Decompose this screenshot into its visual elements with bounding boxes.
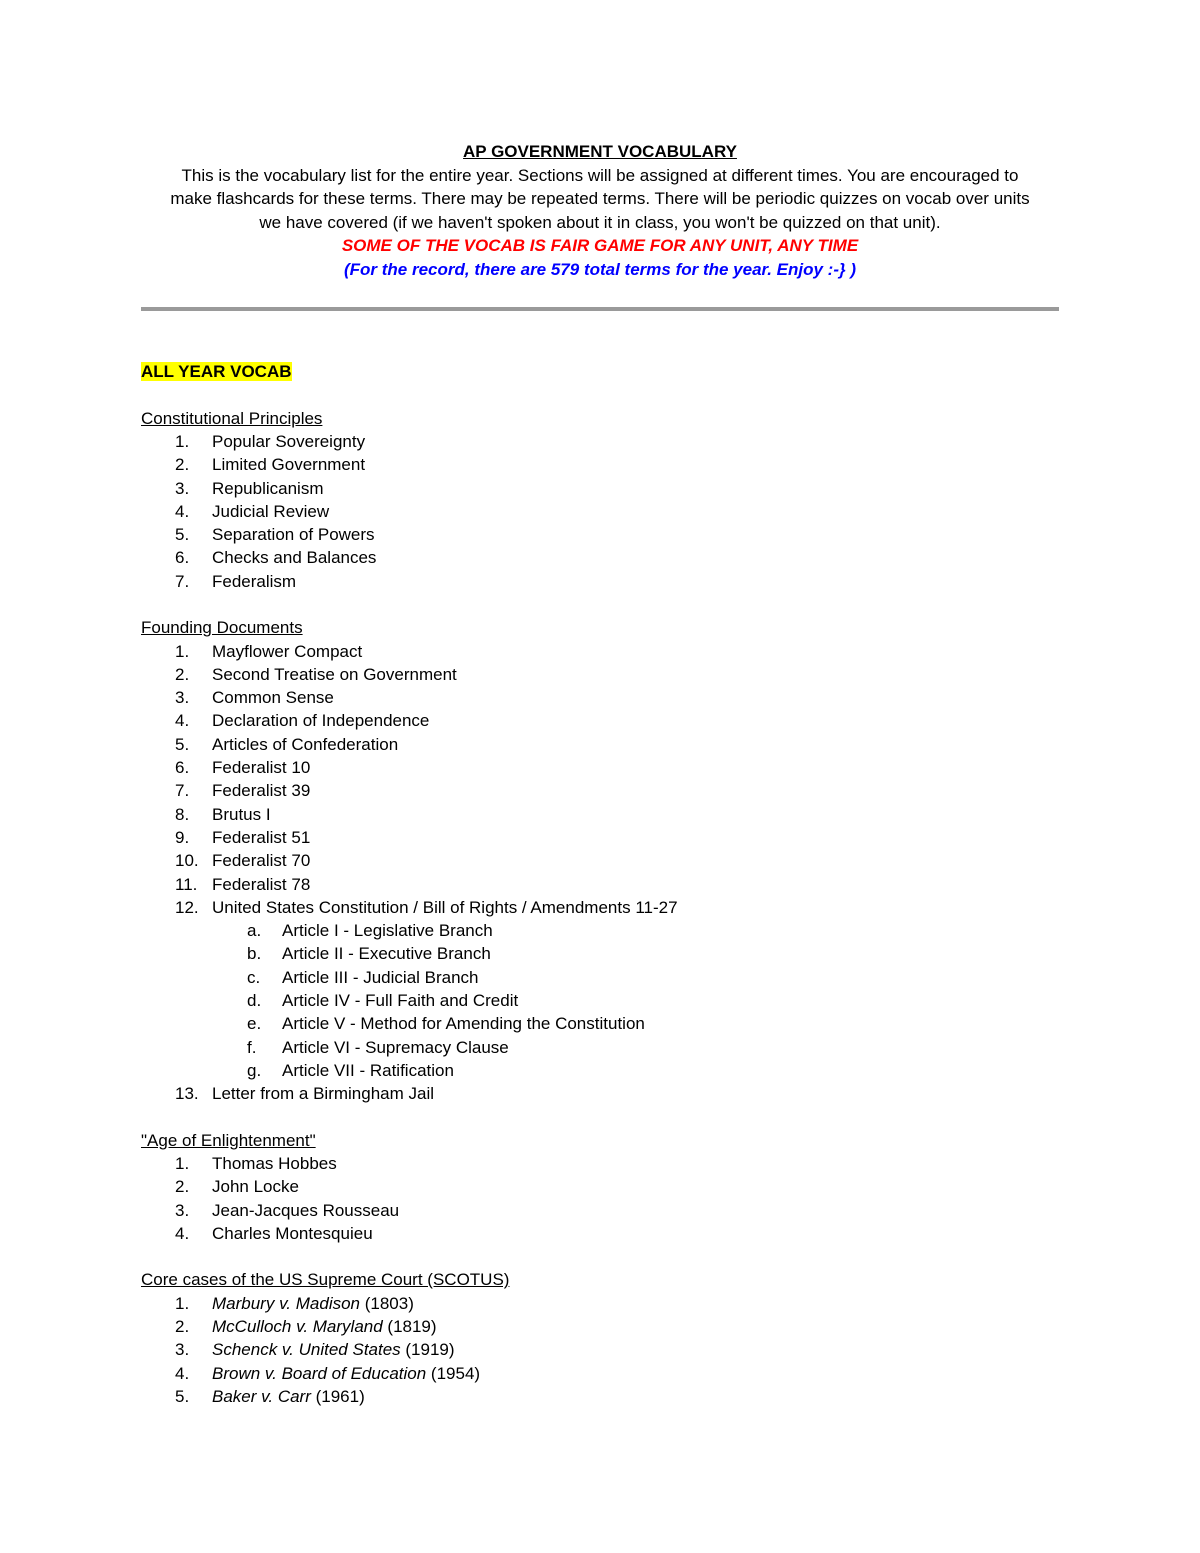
case-name: Baker v. Carr bbox=[212, 1386, 311, 1406]
list-item bbox=[141, 1292, 1059, 1315]
list-text: Article IV - Full Faith and Credit bbox=[282, 991, 519, 1011]
list-item bbox=[141, 1152, 1059, 1175]
sublist-item bbox=[141, 919, 1059, 942]
list-number: 2. bbox=[175, 455, 190, 475]
term-count-note: (For the record, there are 579 total terms for the year. Enjoy :-} ) bbox=[343, 259, 857, 279]
list-item bbox=[141, 1315, 1059, 1338]
list-item bbox=[141, 1175, 1059, 1198]
list-item bbox=[141, 1338, 1059, 1361]
sublist-item bbox=[141, 1036, 1059, 1059]
case-name: Schenck v. United States bbox=[212, 1340, 401, 1360]
document-header bbox=[141, 140, 1059, 281]
sublist-item bbox=[141, 1059, 1059, 1082]
sublist-item bbox=[141, 966, 1059, 989]
list-text: Popular Sovereignty bbox=[212, 432, 366, 451]
group-age-of-enlightenment bbox=[141, 1129, 1059, 1246]
list-number: 7. bbox=[175, 571, 190, 591]
list-item bbox=[141, 1222, 1059, 1245]
numbered-list bbox=[141, 1292, 1059, 1408]
horizontal-divider bbox=[141, 307, 1059, 311]
list-number: 3. bbox=[175, 1200, 190, 1220]
list-number: 12. bbox=[175, 897, 199, 917]
list-number: 2. bbox=[175, 1177, 190, 1197]
list-text: Federalist 39 bbox=[212, 781, 311, 801]
section-label bbox=[141, 360, 1059, 384]
list-item bbox=[141, 546, 1059, 569]
case-year: (1819) bbox=[382, 1317, 437, 1336]
sublist-letter: f. bbox=[247, 1037, 257, 1057]
list-item bbox=[141, 849, 1059, 872]
case-entry bbox=[212, 1338, 455, 1361]
list-text: Federalist 70 bbox=[212, 851, 311, 871]
list-text: Articles of Confederation bbox=[212, 734, 399, 754]
list-item bbox=[141, 430, 1059, 453]
case-year: (1919) bbox=[400, 1340, 455, 1360]
list-item bbox=[141, 663, 1059, 686]
numbered-list bbox=[141, 640, 1059, 920]
list-text: Article VII - Ratification bbox=[282, 1060, 454, 1080]
numbered-list bbox=[141, 430, 1059, 593]
list-number: 11. bbox=[175, 874, 198, 894]
section-label-highlight: ALL YEAR VOCAB bbox=[141, 362, 292, 381]
intro-paragraph bbox=[141, 164, 1059, 235]
group-title: Constitutional Principles bbox=[141, 408, 323, 428]
list-item bbox=[141, 1385, 1059, 1408]
case-year: (1961) bbox=[310, 1386, 365, 1406]
list-number: 13. bbox=[175, 1084, 199, 1104]
list-text: Checks and Balances bbox=[212, 548, 377, 568]
list-number: 2. bbox=[175, 1317, 190, 1336]
list-text: Judicial Review bbox=[212, 501, 330, 521]
list-text: Article V - Method for Amending the Constitution bbox=[282, 1014, 645, 1034]
list-text: United States Constitution / Bill of Rights / Amendments 11-27 bbox=[212, 897, 678, 917]
list-number: 4. bbox=[175, 711, 190, 731]
list-item bbox=[141, 896, 1059, 919]
numbered-list bbox=[141, 1152, 1059, 1245]
list-text: Federalist 10 bbox=[212, 758, 311, 778]
list-number: 3. bbox=[175, 688, 190, 708]
list-number: 1. bbox=[175, 432, 190, 451]
list-item bbox=[141, 640, 1059, 663]
document-title: AP GOVERNMENT VOCABULARY bbox=[463, 142, 737, 161]
list-text: Mayflower Compact bbox=[212, 641, 363, 661]
list-number: 6. bbox=[175, 548, 190, 568]
list-text: Limited Government bbox=[212, 455, 366, 475]
list-item bbox=[141, 523, 1059, 546]
list-item bbox=[141, 709, 1059, 732]
sublist-item bbox=[141, 989, 1059, 1012]
list-number: 7. bbox=[175, 781, 190, 801]
group-title: Core cases of the US Supreme Court (SCOTUS) bbox=[141, 1270, 510, 1290]
list-item bbox=[141, 779, 1059, 802]
list-number: 4. bbox=[175, 1223, 190, 1243]
list-text: Article I - Legislative Branch bbox=[282, 921, 493, 941]
sublist-letter: c. bbox=[247, 967, 261, 987]
list-text: Article VI - Supremacy Clause bbox=[282, 1037, 509, 1057]
sublist-item bbox=[141, 942, 1059, 965]
list-number: 5. bbox=[175, 525, 190, 545]
intro-line: make flashcards for these terms. There may be repeated terms. There will be periodic quizzes on vocab over units bbox=[170, 189, 1030, 208]
case-entry bbox=[212, 1292, 414, 1315]
list-number: 8. bbox=[175, 804, 190, 824]
group-title: Founding Documents bbox=[141, 618, 303, 638]
case-entry bbox=[212, 1362, 480, 1385]
document-page bbox=[141, 140, 1059, 1408]
case-entry bbox=[212, 1315, 437, 1338]
list-text: Federalist 51 bbox=[212, 827, 311, 847]
list-number: 1. bbox=[175, 1154, 190, 1174]
list-text: Second Treatise on Government bbox=[212, 664, 457, 684]
list-item bbox=[141, 477, 1059, 500]
list-item bbox=[141, 500, 1059, 523]
list-text: Article III - Judicial Branch bbox=[282, 967, 479, 987]
group-core-cases bbox=[141, 1268, 1059, 1408]
list-text: Federalism bbox=[212, 571, 297, 591]
case-name: Brown v. Board of Education bbox=[212, 1363, 427, 1383]
warning-text: SOME OF THE VOCAB IS FAIR GAME FOR ANY UNIT, ANY TIME bbox=[341, 236, 859, 255]
sublist-letter: g. bbox=[247, 1060, 262, 1080]
list-number: 9. bbox=[175, 827, 190, 847]
list-text: Thomas Hobbes bbox=[212, 1154, 337, 1174]
case-entry bbox=[212, 1385, 365, 1408]
lettered-sublist bbox=[141, 919, 1059, 1082]
list-text: Federalist 78 bbox=[212, 874, 311, 894]
sublist-letter: e. bbox=[247, 1014, 262, 1034]
list-number: 3. bbox=[175, 1340, 190, 1360]
list-item bbox=[141, 733, 1059, 756]
list-text: Charles Montesquieu bbox=[212, 1223, 373, 1243]
sublist-letter: d. bbox=[247, 991, 262, 1011]
list-item bbox=[141, 686, 1059, 709]
list-item bbox=[141, 1199, 1059, 1222]
list-item bbox=[141, 453, 1059, 476]
list-item bbox=[141, 803, 1059, 826]
list-number: 2. bbox=[175, 664, 190, 684]
case-name: McCulloch v. Maryland bbox=[212, 1317, 383, 1336]
list-number: 5. bbox=[175, 734, 190, 754]
case-year: (1803) bbox=[360, 1293, 414, 1313]
list-number: 6. bbox=[175, 758, 190, 778]
list-number: 5. bbox=[175, 1386, 190, 1406]
list-number: 1. bbox=[175, 1293, 190, 1313]
list-number: 1. bbox=[175, 641, 190, 661]
list-item bbox=[141, 873, 1059, 896]
list-number: 4. bbox=[175, 1363, 190, 1383]
list-item bbox=[141, 1082, 1059, 1105]
list-text: Letter from a Birmingham Jail bbox=[212, 1084, 435, 1104]
case-name: Marbury v. Madison bbox=[212, 1293, 361, 1313]
list-number: 10. bbox=[175, 851, 199, 871]
intro-line: This is the vocabulary list for the entire year. Sections will be assigned at different times. You are encouraged to bbox=[181, 165, 1019, 185]
list-text: Brutus I bbox=[212, 804, 271, 824]
list-text: Declaration of Independence bbox=[212, 711, 430, 731]
case-year: (1954) bbox=[426, 1363, 481, 1383]
list-text: Separation of Powers bbox=[212, 525, 375, 545]
sublist-letter: a. bbox=[247, 921, 262, 941]
list-item bbox=[141, 1362, 1059, 1385]
list-text: Jean-Jacques Rousseau bbox=[212, 1200, 400, 1220]
list-text: John Locke bbox=[212, 1177, 299, 1197]
list-item bbox=[141, 570, 1059, 593]
list-text: Common Sense bbox=[212, 688, 334, 708]
list-number: 3. bbox=[175, 478, 190, 498]
list-number: 4. bbox=[175, 501, 190, 521]
sublist-letter: b. bbox=[247, 944, 262, 964]
list-text: Republicanism bbox=[212, 478, 324, 498]
sublist-item bbox=[141, 1012, 1059, 1035]
list-item bbox=[141, 756, 1059, 779]
group-founding-documents bbox=[141, 616, 1059, 1105]
group-title: "Age of Enlightenment" bbox=[141, 1130, 316, 1150]
list-item bbox=[141, 826, 1059, 849]
group-constitutional-principles bbox=[141, 407, 1059, 594]
intro-line: we have covered (if we haven't spoken about it in class, you won't be quizzed on that unit). bbox=[259, 212, 941, 232]
list-text: Article II - Executive Branch bbox=[282, 944, 491, 964]
